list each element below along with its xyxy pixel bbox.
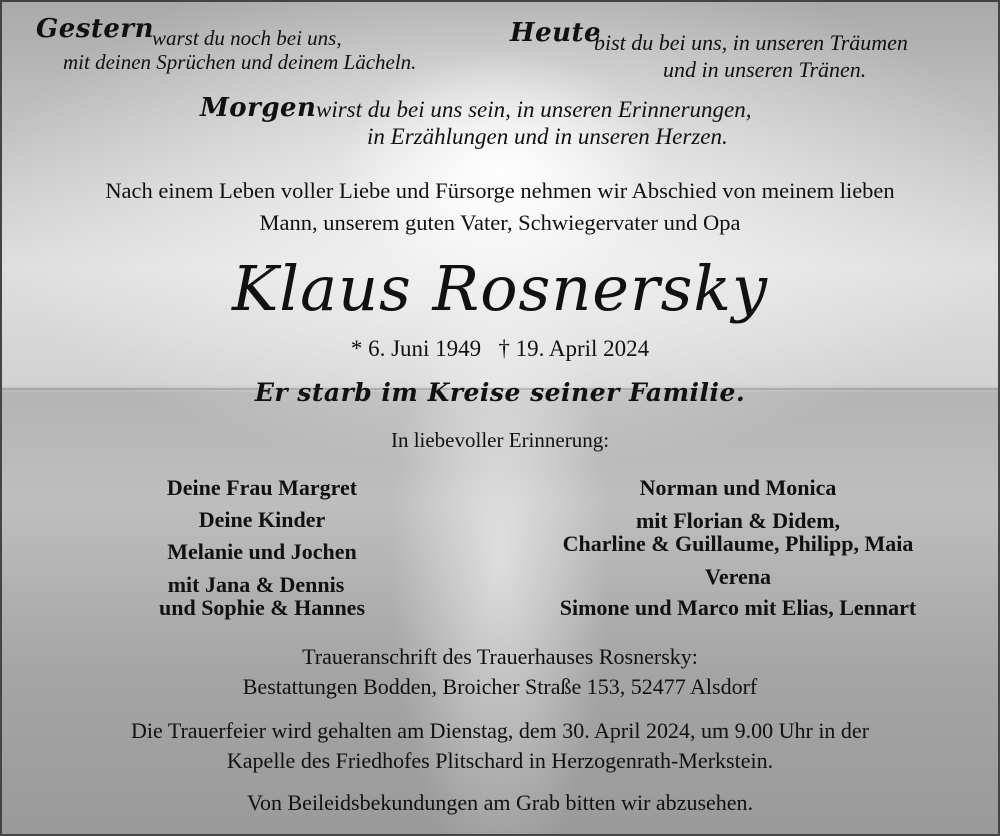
family-left-3: Melanie und Jochen (167, 539, 357, 564)
closing-note: Von Beileidsbekundungen am Grab bitten wir abzusehen. (246, 790, 754, 815)
family-left-4: mit Jana & Dennis (167, 572, 345, 597)
ceremony-line2: Kapelle des Friedhofes Plitschard in Herzogenrath-Merkstein. (226, 748, 774, 773)
life-dates: * 6. Juni 1949 † 19. April 2024 (350, 336, 650, 361)
poem-morgen-line1: wirst du bei uns sein, in unseren Erinnerungen, (316, 97, 752, 122)
died-note: Er starb im Kreise seiner Familie. (254, 378, 746, 407)
address-line2: Bestattungen Bodden, Broicher Straße 153, 52477 Alsdorf (242, 674, 758, 699)
ceremony-line1: Die Trauerfeier wird gehalten am Dienstag, dem 30. April 2024, um 9.00 Uhr in der (130, 718, 870, 743)
family-left-2: Deine Kinder (198, 507, 326, 532)
poem-heute-line2: und in unseren Tränen. (663, 57, 867, 82)
family-right-3: Charline & Guillaume, Philipp, Maia (562, 531, 914, 556)
poem-morgen-line2: in Erzählungen und in unseren Herzen. (367, 124, 728, 149)
memory-heading: In liebevoller Erinnerung: (390, 428, 610, 452)
intro-line1: Nach einem Leben voller Liebe und Fürsorge nehmen wir Abschied von meinem lieben (105, 178, 895, 203)
address-line1: Traueranschrift des Trauerhauses Rosnersky: (302, 644, 698, 669)
poem-heute-word: Heute (510, 18, 602, 48)
poem-heute-line1: bist du bei uns, in unseren Träumen (594, 30, 908, 55)
poem-morgen-word: Morgen (200, 93, 317, 123)
family-right-4: Verena (705, 564, 771, 589)
family-right-1: Norman und Monica (639, 475, 837, 500)
poem-gestern-word: Gestern (36, 14, 155, 44)
family-left-5: und Sophie & Hannes (158, 595, 366, 620)
family-right-5: Simone und Marco mit Elias, Lennart (559, 595, 917, 620)
poem-gestern-line2: mit deinen Sprüchen und deinem Lächeln. (63, 50, 417, 74)
intro-line2: Mann, unserem guten Vater, Schwiegervater und Opa (259, 210, 741, 235)
poem-gestern-line1: warst du noch bei uns, (152, 26, 342, 50)
deceased-name: Klaus Rosnersky (231, 252, 769, 325)
family-left-1: Deine Frau Margret (166, 475, 358, 500)
family-right-2: mit Florian & Didem, (635, 508, 841, 533)
